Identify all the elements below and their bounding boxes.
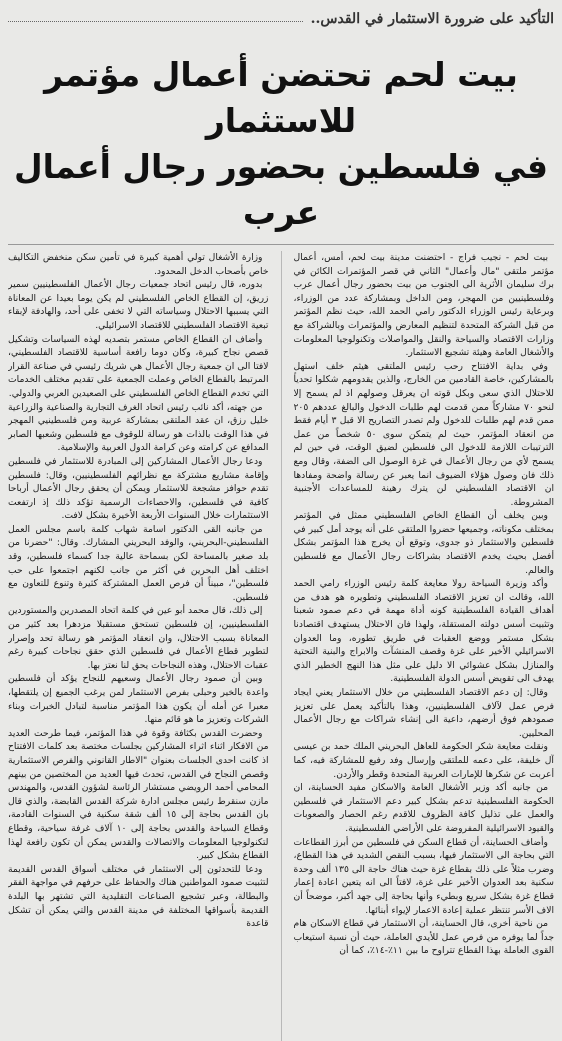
headline-line-2: في فلسطين بحضور رجال أعمال عرب <box>13 147 549 232</box>
paragraph: وأضاف ان القطاع الخاص مستمر بتصديه لهذه السياسات وتشكيل قصص نجاح كبيرة، وكان دوما رافعة أساسية للاقتصاد الفلسطيني، لافتا الى ان جمعية رجال الأعمال هي شريك رئيسي في صناعة القرار المرتبط بالقطاع الخاص وعملت الجمعية على تقديم مختلف الخدمات التي تخدم القطاع الخاص الفلسطيني على الصعيدين العربي والدولي. <box>8 333 269 399</box>
paragraph: وفي بداية الافتتاح رحب رئيس الملتقى هيثم خلف استهل بالمشاركين، خاصة القادمين من الخارج، والذين يقدومهم شكلوا تحدياً للاحتلال الذي سعى وبكل قوته ان يعرقل وصولهم اذ لم يسمح إلا لنحو ٧٠ مشاركاً ممن قدمت لهم طلبات الدخول والبالغ عددهم ٢٠٥ ممن قدم لهم طلبات للدخول ولم تصدر التصاريح الا قبل ٣ أيام فقط من انعقاد المؤتمر، حيث لم يتمكن سوى ٥٠ شخصاً من عمل الترتيبات اللازمة للدخول الى فلسطين لضيق الوقت، في حين لم يسمح لأي من رجال الأعمال في غزة الوصول الى الضفة، وقال ومع ذلك فان وصول هؤلاء الضيوف انما يعبر عن رسالة واضحة ومفادها ان الاقتصاد الفلسطيني لن يترك رهينة للمساعدات الأجنبية المشروطة. <box>293 360 554 508</box>
paragraph: وبين يخلف أن القطاع الخاص الفلسطيني ممثل في المؤتمر بمختلف مكوناته، وجميعها حضروا الملتقى على أنه يوجد أمل كبير في فلسطين والاستثمار ذو جدوى، وتوقع أن يخرج هذا المؤتمر بشكل أفضل بحيث يخدم الاقتصاد بشراكات رجال الأعمال مع فلسطين والعالم. <box>293 510 554 576</box>
paragraph: بيت لحم - نجيب فراج - احتضنت مدينة بيت لحم، أمس، أعمال مؤتمر ملتقى "مال وأعمال" الثاني في قصر المؤتمرات الكائن في برك سليمان الأثرية الى الجنوب من بيت بحضور رجال أعمال عرب وفلسطينيين من المهجر، ومن الداخل وبمشاركة عدد من الوزراء، وبرعاية رئيس الوزراء الدكتور رامي الحمد الله، حيث نظم المؤتمر من قبل الشركة المتحدة لتنظيم المعارض والمؤتمرات وبالشراكة مع وزارات الاقتصاد والسياحة والنقل والمواصلات وتكنولوجيا المعلومات والأشغال العامة وهيئة تشجيع الاستثمار. <box>293 252 554 359</box>
paragraph: إلى ذلك، قال محمد أبو عين في كلمة اتحاد المصدرين والمستوردين الفلسطينيين، إن فلسطين تستحق مستقبلا مزدهرا بعد كثير من المعاناة بسبب الاحتلال، وان انعقاد المؤتمر هو رسالة تحد وإصرار لتطوير قطاع الأعمال في فلسطين الذي حقق نجاحات كبيرة رغم عقبات الاحتلال، وهذه النجاحات يحق لنا نعتز بها. <box>8 605 269 671</box>
paragraph: من جانبه القى الدكتور اسامة شهاب كلمة باسم مجلس العمل الفلسطيني-البحريني، والوفد البحريني المشارك. وقال: "حضرنا من بلد صغير بالمساحة لكن بسماحة عالية جدا كسماء فلسطين، وقد اختلف أهل البحرين في أكثر من جانب لكنهم اجتمعوا على حب فلسطين"، مبيناً أن فرص العمل المشتركة كثيرة وتنوع للتعاون مع فلسطين. <box>8 523 269 603</box>
paragraph: وأضاف الحساينة، أن قطاع السكن في فلسطين من أبرز القطاعات التي بحاجة الى الاستثمار فيها، بسبب النقص الشديد في هذا القطاع، وضرب مثلاً على ذلك بقطاع غزة حيث هناك حاجة الى ١٣٥ ألف وحدة سكنية بعد العدوان الأخير على غزة، لافتاً الى انه يتعين اعادة إعمار قطاع غزة بشكل سريع وبطيء وأنها بحاجة إلى جهد أكبر، موضحاً أن الاف الأسر تنتظر عملية إعادة الاعمار لإيواء أبنائها. <box>293 836 554 916</box>
paragraph: من جانبه أكد وزير الأشغال العامة والاسكان مفيد الحساينة، ان الحكومة الفلسطينية تدعم بشكل كبير دعم الاستثمار في فلسطين والعمل على تذليل كافة الظروف للاقدم رغم الحصار والصعوبات والقيود الاسرائيلية المفروضة على الأراضي الفلسطينية. <box>293 782 554 834</box>
paragraph: بدوره، قال رئيس اتحاد جمعيات رجال الأعمال الفلسطينيين سمير زريق، إن القطاع الخاص الفلسطيني لم يكن يوما بعيدا عن المعاناة التي يسببها الاحتلال وسياساته التي لا تخفى على أحد، والهادفة لإبقاء تبعية الاقتصاد الفلسطيني للاقتصاد الاسرائيلي. <box>8 279 269 331</box>
paragraph: وزارة الأشغال تولي أهمية كبيرة في تأمين سكن منخفض التكاليف خاص بأصحاب الدخل المحدود. <box>8 252 269 277</box>
article-column-left <box>8 251 269 1041</box>
headline-line-1: بيت لحم تحتضن أعمال مؤتمر للاستثمار <box>44 55 518 140</box>
headline-rule <box>8 244 554 245</box>
paragraph: وأكد وزيرة السياحة رولا معايعة كلمة رئيس الوزراء رامي الحمد الله، وقالت ان تعزيز الاقتصاد الفلسطيني وتطويره هو هدف من أهداف القيادة الفلسطينية كونه أداة مهمة في دعم صمود شعبنا وتثبيت أسس دولته المستقلة، ولهذا فان الاحتلال يستهدف اقتصادنا بشكل مستمر ووضع العقبات في طريق تطوره، وما العدوان الاسرائيلي الأخير على غزة وقصف المنشآت والابراج والبنية التحتية والمنازل بشكل عشوائي الا دليل على مثل هذا النهج الخطير الذي يهدف الى تقويض أسس الدولة الفلسطينية. <box>293 578 554 685</box>
paragraph: وبين أن صمود رجال الأعمال وسعيهم للنجاح يؤكد أن فلسطين واعدة بالخير وحبلى بفرص الاستثمار لمن يرغب الجميع إن يلتقطها، معبرا عن أمله أن يكون هذا المؤتمر مناسبة لتبادل الخبرات وبناء الشركات وتعزيز ما هو قائم منها. <box>8 673 269 726</box>
paragraph: وقال: إن دعم الاقتصاد الفلسطيني من خلال الاستثمار يعني ايجاد فرص عمل لآلاف الفلسطينيين، وهذا بالتأكيد يعمل على تعزيز صمودهم فوق أرضهم، داعية الى إنشاء شراكات مع رجال الأعمال المحليين. <box>293 687 554 739</box>
paragraph: وحضرت القدس بكثافة وقوة في هذا المؤتمر، فيما طرحت العديد من الافكار اثناء اثراء المشاركين بجلسات مختصة بعد كلمات الافتتاح اذ كانت احدى الجلسات بعنوان "الاطار القانوني والفرص الاستثمارية وقصص النجاح في القدس، تحدث فيها العديد من المختصين من بينهم المحامي أحمد الرويضي مستشار الرئاسة لشؤون القدس، والمهندس مازن سنقرط رئيس مجلس ادارة شركة القدس القابضة، والذي قال بان القدس بحاجة إلى ١٥ ألف شقة سكنية في السنوات القادمة، وقطاع السياحة والقدس بحاجة إلى ١٠ آلاف غرفة سياحية، وقطاع لتكنولوجيا المعلومات والاتصالات والقدس يمكن أن تكون رافعة لهذا القطاع بشكل كبير. <box>8 727 269 862</box>
paragraph: ودعا للتحدثون إلى الاستثمار في مختلف أسواق القدس القديمة لتثبيت صمود المواطنين هناك والحفاظ على حرفهم في مواجهة الفقر والبطالة، وعبر تشجيع الصناعات التقليدية التي تشتهر بها البلدة القديمة بأسواقها المختلفة في مدينة القدس والتي يمكن أن تشكل قاعدة <box>8 863 269 930</box>
kicker-row <box>8 6 554 32</box>
paragraph: من جهته، أكد نائب رئيس اتحاد الغرف التجارية والصناعية والزراعية خليل رزق، ان عقد الملتقى بمشاركة عربية ومن فلسطينيي المهجر في هذا الوقت بالذات هو رسالة للوقوف مع فلسطين وشعبها الصابر المدافع عن كرامته وعن كرامة الدول العربية والإسلامية. <box>8 401 269 454</box>
paragraph: ونقلت معايعة شكر الحكومة للعاهل البحريني الملك حمد بن عيسى آل خليفة، على دعمه للملتقى وإرسال وفد رفيع للمشاركة فيه، كما أعربت عن شكرها للإمارات العربية المتحدة وقطر والأردن. <box>293 741 554 780</box>
kicker: التأكيد على ضرورة الاستثمار في القدس.. <box>310 11 554 27</box>
column-separator <box>281 251 282 1041</box>
article-columns <box>8 251 554 1041</box>
article-column-right <box>294 251 555 1041</box>
kicker-rule <box>8 21 303 22</box>
paragraph: من ناحية أخرى، قال الحساينة، أن الاستثمار في قطاع الاسكان هام جداً لما يوفره من فرص عمل للأيدي العاملة، حيث أن نسبة استيعاب القوى العاملة بهذا القطاع تتراوح ما بين ١١٪-١٤٪، كما أن <box>293 918 554 957</box>
paragraph: ودعا رجال الأعمال المشاركين إلى المبادرة للاستثمار في فلسطين وإقامة مشاريع مشتركة مع نظرائهم الفلسطينيين، وقال: فلسطين تقدم حوافز مشجعة للاستثمار ويمكن أن يحقق رجال الأعمال أرباحا كافية في فلسطين، والاحصاءات الرسمية تؤكد ذلك إذ ارتفعت الاستثمارات خلال السنوات الأربعة الأخيرة بشكل لافت. <box>8 455 269 522</box>
